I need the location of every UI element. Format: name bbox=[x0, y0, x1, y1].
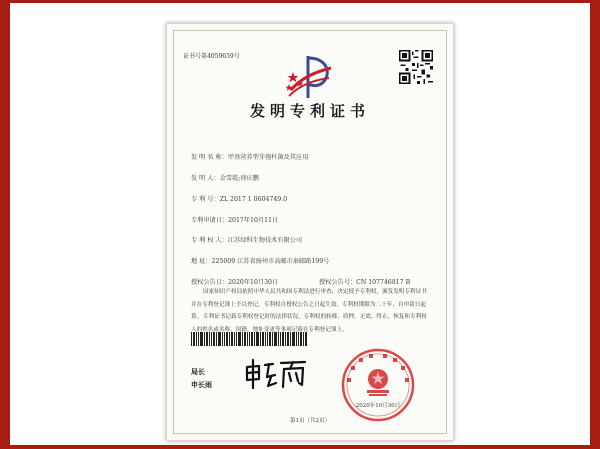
seal-date: 2020年10月30日 bbox=[355, 403, 401, 409]
field-application-date: 专利申请日：2017年10月11日 bbox=[191, 217, 279, 224]
director-name: 申长雨 bbox=[191, 380, 212, 389]
certificate-number: 证书号第4059659号 bbox=[183, 53, 240, 60]
field-inventor: 发 明 人：金雪霞;徐庆鹏 bbox=[191, 175, 259, 182]
handwritten-signature-icon bbox=[243, 357, 309, 391]
director-title: 局长 bbox=[191, 367, 205, 376]
frame-mat bbox=[10, 3, 590, 445]
certificate-paragraph-2: 专利证书记载专利权登记时的法律状况。专利权的转移、质押、无效、终止、恢复和专利权人的姓名或名称、国籍、地址变更等事项记载在专利登记簿上。 bbox=[191, 314, 427, 333]
field-grant-date: 授权公告日：2020年10月30日 bbox=[191, 279, 279, 286]
patent-certificate bbox=[166, 23, 454, 441]
page-footer: 第1页（共2页） bbox=[290, 418, 330, 424]
certificate-title: 发明专利证书 bbox=[249, 102, 370, 120]
cnipa-emblem-icon bbox=[281, 50, 335, 104]
official-seal-icon bbox=[339, 346, 417, 424]
field-address: 地 址：225009 江苏省扬州市高邮市秦邮路199号 bbox=[191, 258, 330, 265]
field-patent-number: 专 利 号：ZL 2017 1 0604749.0 bbox=[191, 196, 288, 203]
certificate-paragraph-1: 国家知识产权局依照中华人民共和国专利法进行审查，决定授予专利权，颁发发明专利证书并在专利登记簿上予以登记。专利权自授权公告之日起生效。专利权期限为二十年，自申请日起算。 bbox=[191, 289, 427, 320]
qr-code-icon bbox=[399, 50, 433, 84]
field-publication-number: 授权公告号：CN 107746817 B bbox=[319, 279, 411, 286]
field-invention-name: 发 明 名 称：甲基营养型芽孢杆菌及其应用 bbox=[191, 154, 309, 161]
barcode-icon bbox=[191, 332, 307, 346]
field-patentee: 专 利 权 人：江苏绿科生物技术有限公司 bbox=[191, 237, 303, 244]
